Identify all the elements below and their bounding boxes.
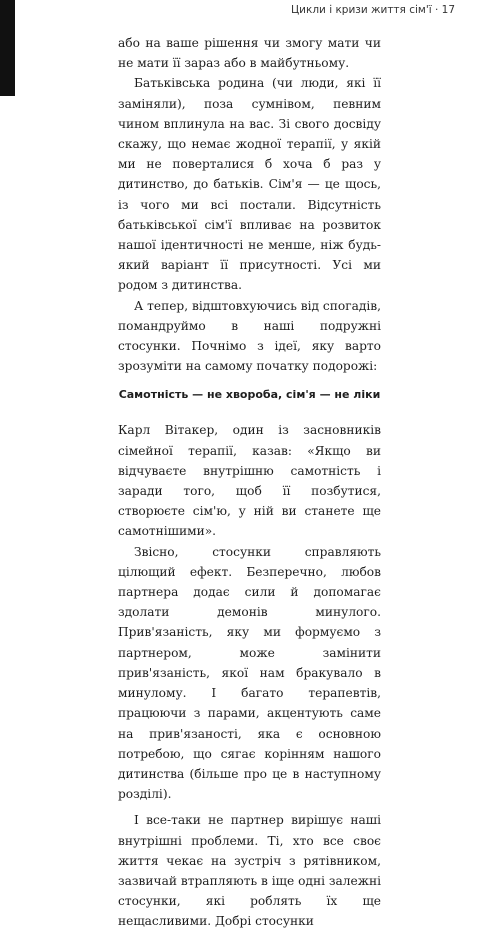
paragraph-continuation: або на ваше рішення чи змогу мати чи не мати її зараз або в майбутньому.	[118, 36, 381, 71]
edge-bar	[0, 0, 15, 96]
running-head: Цикли і кризи життя сім'ї · 17	[291, 4, 455, 16]
paragraph: Батьківська родина (чи люди, які її заміняли), поза сумнівом, певним чином вплинула на вас. Зі свого досвіду скажу, що немає жодної терапії, у якій ми не поверталися б хоча б раз у дитинство, до батьків. Сім'я — це щось, із чого ми всі постали. Відсутність батьківської сім'ї впливає на розвиток нашої ідентичності не менше, ніж будь-який варіант її присутності. Усі ми родом з дитинства.	[118, 76, 381, 293]
section-subheading: Самотність — не хвороба, сім'я — не ліки	[118, 388, 381, 402]
paragraph: Карл Вітакер, один із засновників сімейної терапії, казав: «Якщо ви відчуваєте внутрішню самотність і заради того, щоб її позбутися, створюєте сім'ю, у ній ви станете ще самотнішими».	[118, 423, 381, 539]
paragraph: Звісно, стосунки справляють цілющий ефект. Безперечно, любов партнера додає сили й допомагає здолати демонів минулого. Прив'язаність, яку ми формуємо з партнером, може замінити прив'язаність, якої нам бракувало в минулому. І багато терапевтів, працюючи з парами, акцентують саме на прив'язаності, яка є основною потребою, що сягає корінням нашого дитинства (більше про це в наступному розділі).	[118, 544, 381, 802]
paragraph: А тепер, відштовхуючись від спогадів, помандруймо в наші подружні стосунки. Почнімо з ідеї, яку варто зрозуміти на самому початку подорожі:	[118, 298, 381, 374]
paragraph: І все-таки не партнер вирішує наші внутрішні проблеми. Ті, хто все своє життя чекає на зустріч з рятівником, зазвичай втрапляють в іще одні залежні стосунки, які роблять їх ще нещасливими. Добрі стосунки	[118, 813, 381, 929]
body-text	[118, 33, 381, 932]
